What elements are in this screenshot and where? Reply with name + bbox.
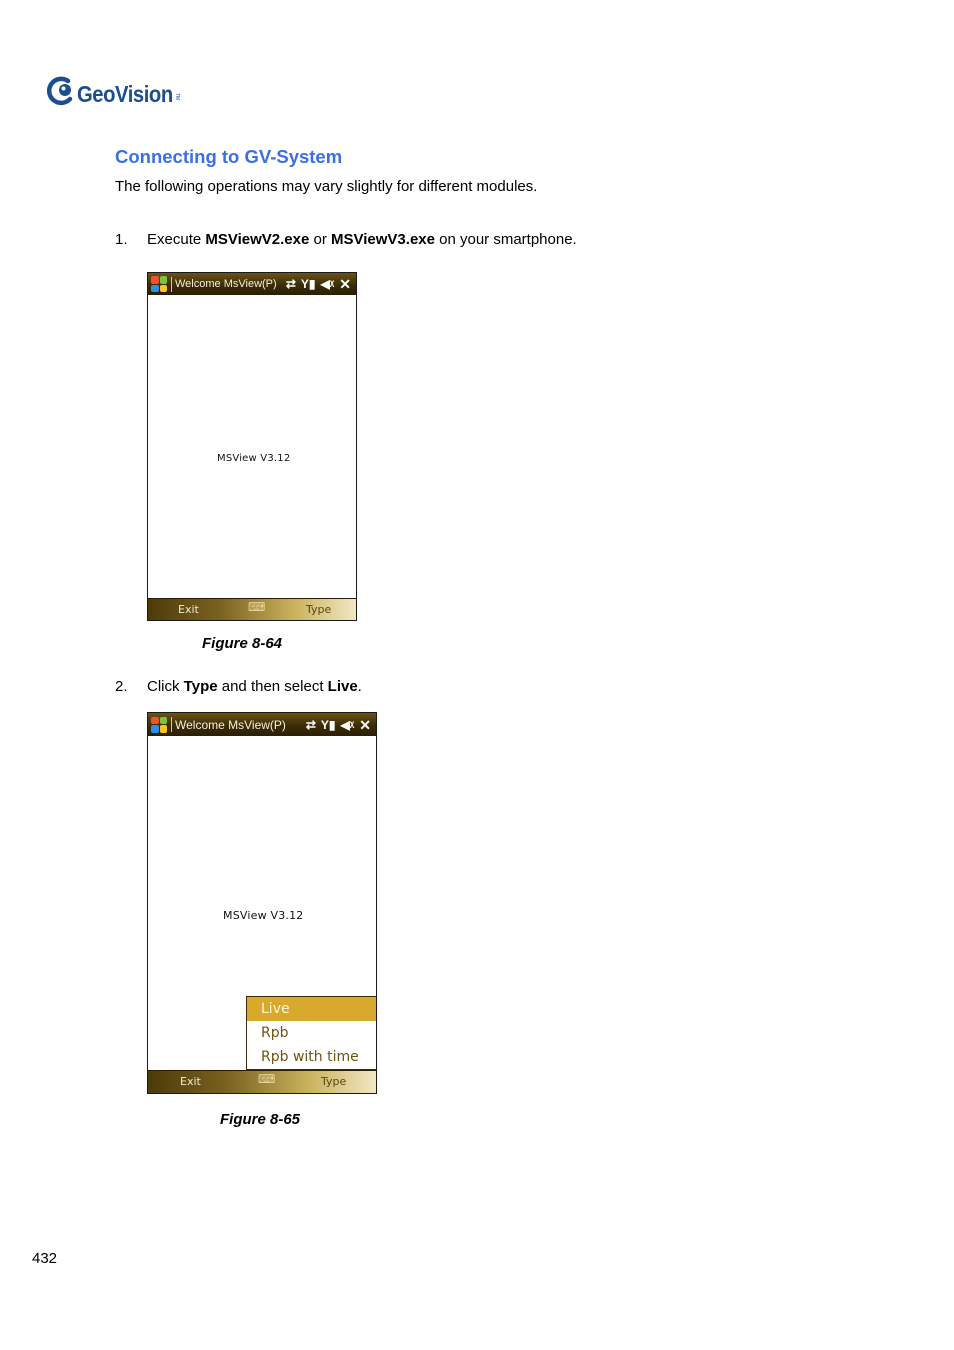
step-bold: MSViewV3.exe	[331, 231, 435, 248]
title-bar	[148, 713, 376, 736]
title-separator	[171, 717, 172, 732]
step-bold: MSViewV2.exe	[205, 231, 310, 248]
step-text: on your smartphone.	[434, 231, 577, 248]
keyboard-icon[interactable]: ⌨	[258, 1072, 276, 1086]
step-number: 2.	[115, 678, 128, 695]
step-1	[115, 231, 577, 248]
page-number: 432	[32, 1250, 58, 1267]
app-version-text: MSView V3.12	[223, 909, 304, 922]
softkey-bar	[148, 598, 356, 620]
speaker-muted-icon[interactable]: ◀ᵡ	[320, 277, 335, 291]
close-icon[interactable]: ✕	[359, 716, 371, 733]
geovision-logo-icon	[46, 75, 76, 107]
softkey-bar	[148, 1070, 376, 1093]
connectivity-icon[interactable]: ⇄	[305, 717, 316, 732]
figure-caption: Figure 8-64	[202, 635, 283, 652]
type-softkey[interactable]: Type	[306, 603, 332, 616]
brand-name: GeoVision	[77, 80, 173, 107]
phone-screenshot-2	[147, 712, 377, 1094]
window-title: Welcome MsView(P)	[175, 717, 286, 732]
step-text: .	[357, 678, 362, 695]
keyboard-icon[interactable]: ⌨	[248, 600, 266, 614]
phone-screenshot-1	[147, 272, 357, 621]
step-bold: Type	[183, 678, 218, 695]
connectivity-icon[interactable]: ⇄	[285, 277, 296, 291]
figure-caption: Figure 8-65	[220, 1111, 301, 1128]
section-title: Connecting to GV-System	[115, 146, 343, 167]
step-number: 1.	[115, 231, 128, 248]
signal-icon[interactable]: Y▮	[320, 717, 336, 732]
intro-text: The following operations may vary slightly for different modules.	[115, 178, 538, 195]
exit-softkey[interactable]: Exit	[180, 1075, 201, 1088]
type-menu	[246, 996, 376, 1070]
exit-softkey[interactable]: Exit	[178, 603, 199, 616]
brand-trademark: TM	[173, 93, 180, 101]
menu-item-rpb[interactable]: Rpb	[261, 1025, 289, 1041]
speaker-muted-icon[interactable]: ◀ᵡ	[340, 717, 355, 732]
window-title: Welcome MsView(P)	[175, 278, 277, 290]
step-bold: Live	[327, 678, 358, 695]
menu-item-rpb-with-time[interactable]: Rpb with time	[261, 1049, 359, 1065]
step-text: and then select	[217, 678, 328, 695]
windows-start-icon[interactable]	[151, 717, 167, 733]
signal-icon[interactable]: Y▮	[300, 277, 316, 291]
type-softkey[interactable]: Type	[321, 1075, 347, 1088]
step-text: Click	[147, 678, 184, 695]
app-version-text: MSView V3.12	[217, 453, 291, 464]
step-text: or	[309, 231, 332, 248]
step-2	[115, 678, 362, 695]
geovision-logo	[46, 74, 180, 108]
title-separator	[171, 277, 172, 292]
title-bar	[148, 273, 356, 295]
step-text: Execute	[147, 231, 206, 248]
menu-item-live[interactable]: Live	[247, 997, 376, 1021]
windows-start-icon[interactable]	[151, 276, 167, 292]
close-icon[interactable]: ✕	[339, 276, 351, 292]
